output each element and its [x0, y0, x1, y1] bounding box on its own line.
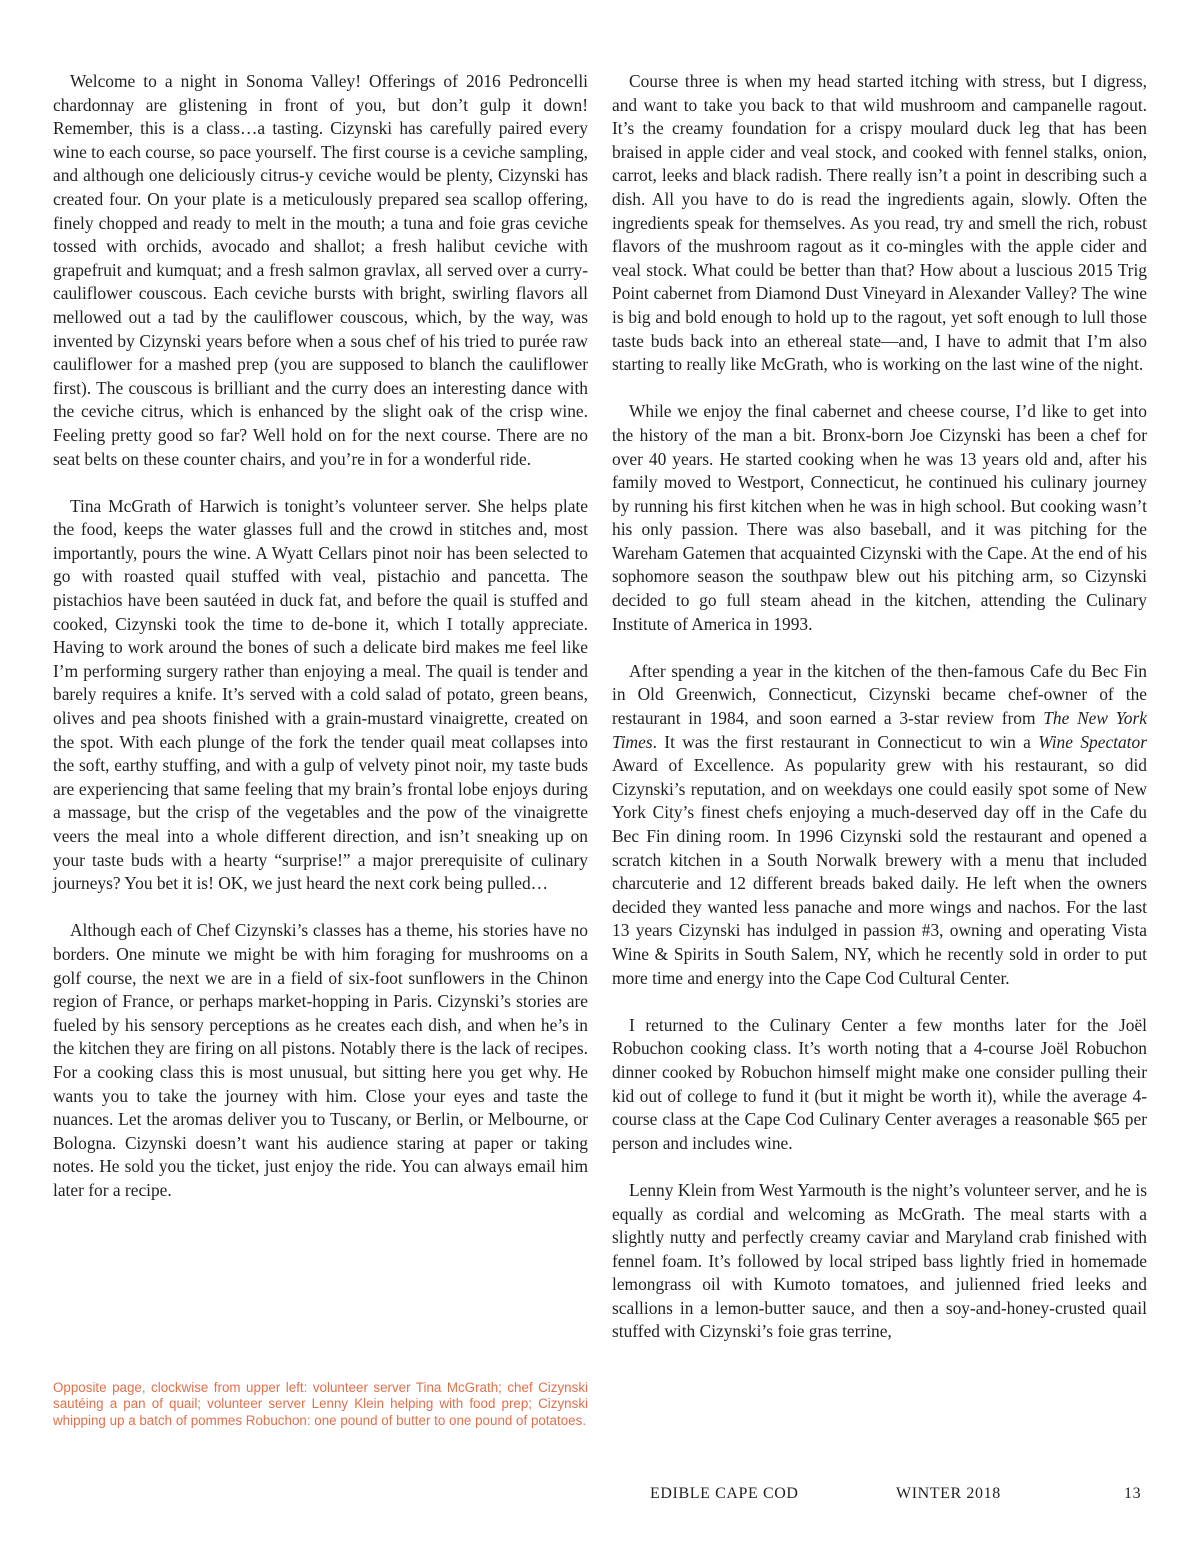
- publication-title: The New York Times: [612, 708, 1147, 752]
- text-run: After spending a year in the kitchen of the then-famous Cafe du Bec Fin in Old Greenwich, Connecticut, Cizynski became chef-owner of the restaurant in 1984, and soon earned a 3-star review from: [612, 660, 1147, 729]
- footer-issue: WINTER 2018: [896, 1485, 1001, 1502]
- text-run: Award of Excellence. As popularity grew with his restaurant, so did Cizynski’s reputation, and on weekdays one could easily spot some of New York City’s finest chefs enjoying a much-deserved day off in the Cafe du Bec Fin dining room. In 1996 Cizynski sold the restaurant and opened a scratch kitchen in a South Norwalk brewery with a menu that included charcuterie and 12 different breads baked daily. He left when the owners decided they wanted less panache and more wings and nachos. For the last 13 years Cizynski has indulged in passion #3, owning and operating Vista Wine & Spirits in South Salem, NY, which he recently sold in order to put more time and energy into the Cape Cod Cultural Center.: [612, 755, 1147, 988]
- paragraph-tina-mcgrath: Tina McGrath of Harwich is tonight’s volunteer server. She helps plate the food, keeps the water glasses full and the crowd in stitches and, most importantly, pours the wine. A Wyatt Cellars pinot noir has been selected to go with roasted quail stuffed with veal, pistachio and pancetta. The pistachios have been sautéed in duck fat, and before the quail is stuffed and cooked, Cizynski took the time to de-bone it, which I totally appreciate. Having to work around the bones of such a delicate bird makes me feel like I’m performing surgery rather than enjoying a meal. The quail is tender and barely requires a knife. It’s served with a cold salad of potato, green beans, olives and pea shoots finished with a grain-mustard vinaigrette, created on the spot. With each plunge of the fork the tender quail meat collapses into the soft, earthy stuffing, and with a gulp of velvety pinot noir, my taste buds are experiencing that same feeling that my brain’s frontal lobe enjoys during a massage, but the crisp of the vegetables and the pow of the vinaigrette veers the meal into a whole different direction, and isn’t sneaking up on your taste buds with a hearty “surprise!” a major prerequisite of culinary journeys? You bet it is! OK, we just heard the next cork being pulled…: [53, 495, 588, 894]
- paragraph-lenny-klein: Lenny Klein from West Yarmouth is the night’s volunteer server, and he is equally as cordial and welcoming as McGrath. The meal starts with a slightly nutty and perfectly creamy caviar and Maryland crab finished with fennel foam. It’s followed by local striped bass lightly fried in homemade lemongrass oil with Kumoto tomatoes, and julienned fried leeks and scallions in a lemon-butter sauce, and then a soy-and-honey-crusted quail stuffed with Cizynski’s foie gras terrine,: [612, 1179, 1147, 1342]
- text-run: . It was the first restaurant in Connecticut to win a: [652, 731, 1039, 752]
- paragraph-robuchon-class: I returned to the Culinary Center a few months later for the Joël Robuchon cooking class. It’s worth noting that a 4-course Joël Robuchon dinner cooked by Robuchon himself might make one consider pulling their kid out of college to fund it (but it might be worth it), while the average 4-course class at the Cape Cod Culinary Center averages a reasonable $65 per person and includes wine.: [612, 1014, 1147, 1153]
- page-footer: [0, 1485, 1200, 1507]
- article-right-column: [612, 70, 1147, 1344]
- paragraph-classes-theme: Although each of Chef Cizynski’s classes has a theme, his stories have no borders. One minute we might be with him foraging for mushrooms on a golf course, the next we are in a field of six-foot sunflowers in the Chinon region of France, or perhaps market-hopping in Paris. Cizynski’s stories are fueled by his sensory perceptions as he creates each dish, and when he’s in the kitchen they are firing on all pistons. Notably there is the lack of recipes. For a cooking class this is most unusual, but sitting here you get why. He wants you to take the journey with him. Close your eyes and taste the nuances. Let the aromas deliver you to Tuscany, or Berlin, or Melbourne, or Bologna. Cizynski doesn’t want his audience staring at paper or taking notes. He sold you the ticket, just enjoy the ride. You can always email him later for a recipe.: [53, 920, 588, 1200]
- paragraph-cafe-du-bec-fin: [612, 660, 1147, 990]
- footer-magazine-name: EDIBLE CAPE COD: [650, 1485, 799, 1502]
- paragraph-course-three: Course three is when my head started itching with stress, but I digress, and want to take you back to that wild mushroom and campanelle ragout. It’s the creamy foundation for a crispy moulard duck leg that has been braised in apple cider and veal stock, and cooked with fennel stalks, onion, carrot, leeks and black radish. There really isn’t a point in describing such a dish. All you have to do is read the ingredients again, slowly. Often the ingredients speak for themselves. As you read, try and smell the rich, robust flavors of the mushroom ragout as it co-mingles with the apple cider and veal stock. What could be better than that? How about a luscious 2015 Trig Point cabernet from Diamond Dust Vineyard in Alexander Valley? The wine is big and bold enough to hold up to the ragout, yet soft enough to lull those taste buds back into an ethereal state—and, I have to admit that I’m also starting to really like McGrath, who is working on the last wine of the night.: [612, 71, 1147, 375]
- publication-title: Wine Spectator: [1038, 731, 1147, 752]
- article-left-column: [53, 70, 588, 1203]
- paragraph-history: While we enjoy the final cabernet and cheese course, I’d like to get into the history of the man a bit. Bronx-born Joe Cizynski has been a chef for over 40 years. He started cooking when he was 13 years old and, after his family moved to Westport, Connecticut, he continued his culinary journey by running his first kitchen when he was in high school. But cooking wasn’t his only passion. There was also baseball, and it was pitching for the Wareham Gatemen that acquainted Cizynski with the Cape. At the end of his sophomore season the southpaw blew out his pitching arm, so Cizynski decided to go full steam ahead in the kitchen, attending the Culinary Institute of America in 1993.: [612, 401, 1147, 634]
- paragraph-sonoma-welcome: Welcome to a night in Sonoma Valley! Offerings of 2016 Pedroncelli chardonnay are glistening in front of you, but don’t gulp it down! Remember, this is a class…a tasting. Cizynski has carefully paired every wine to each course, so pace yourself. The first course is a ceviche sampling, and although one deliciously citrus-y ceviche would be plenty, Cizynski has created four. On your plate is a meticulously prepared sea scallop offering, finely chopped and ready to melt in the mouth; a tuna and foie gras ceviche tossed with orchids, avocado and shallot; a fresh halibut ceviche with grapefruit and kumquat; and a fresh salmon gravlax, all served over a curry-cauliflower couscous. Each ceviche bursts with bright, swirling flavors all mellowed out a tad by the cauliflower couscous, which, by the way, was invented by Cizynski years before when a sous chef of his tried to purée raw cauliflower for a mashed prep (you are supposed to blanch the cauliflower first). The couscous is brilliant and the curry does an interesting dance with the ceviche citrus, which is enhanced by the slight oak of the crisp wine. Feeling pretty good so far? Well hold on for the next course. There are no seat belts on these counter chairs, and you’re in for a wonderful ride.: [53, 71, 588, 469]
- photo-caption: Opposite page, clockwise from upper left: volunteer server Tina McGrath; chef Cizynski sautéing a pan of quail; volunteer server Lenny Klein helping with food prep; Cizynski whipping up a batch of pommes Robuchon: one pound of butter to one pound of potatoes.: [53, 1380, 588, 1428]
- page-number: 13: [1124, 1485, 1142, 1502]
